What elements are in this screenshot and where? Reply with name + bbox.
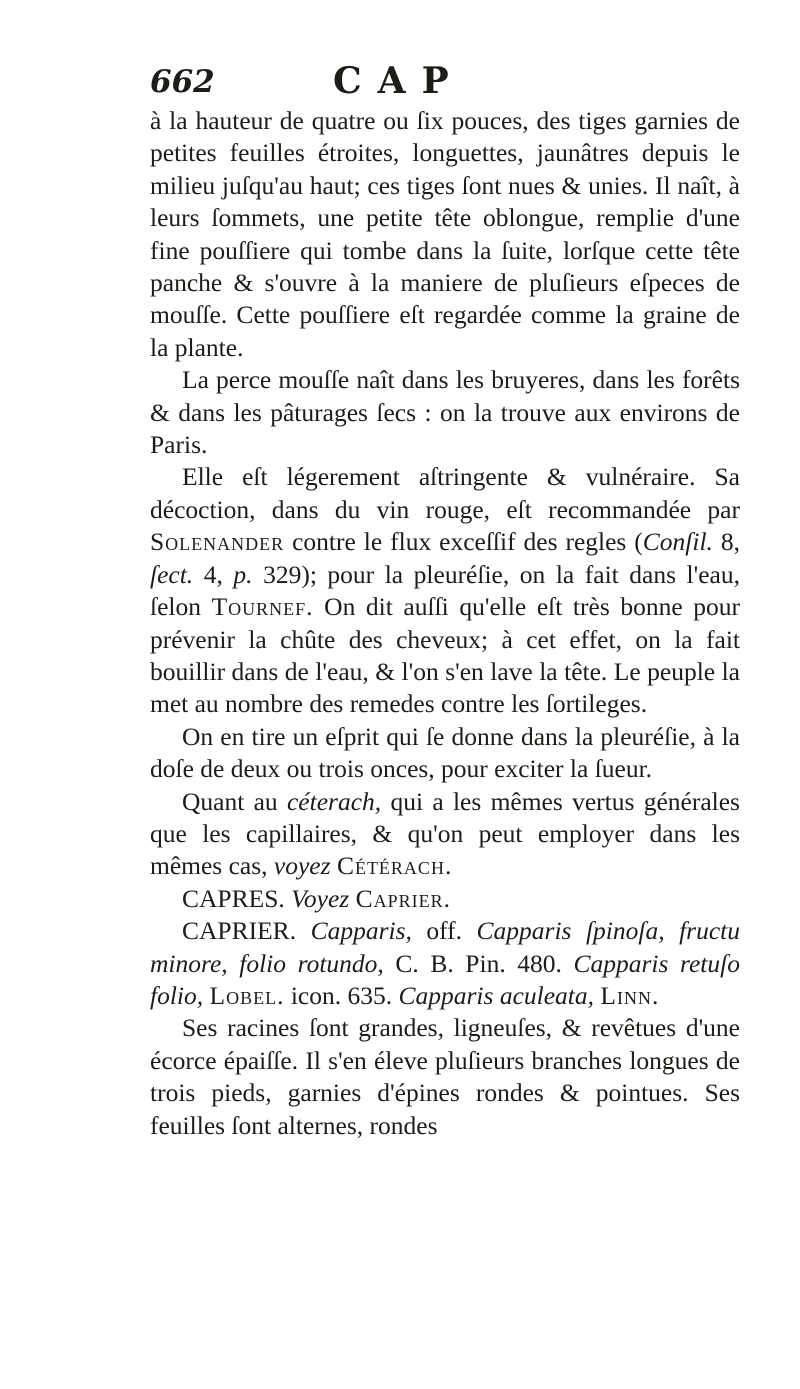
text-run: 8, (712, 527, 741, 557)
text-run: off. (411, 916, 477, 946)
text-run: Lobel. (209, 980, 285, 1010)
text-run: CAPRIER. (182, 916, 311, 946)
text-run: icon. 635. (284, 980, 399, 1010)
text-run: Solenander (150, 527, 285, 557)
paragraph-p6 (150, 883, 740, 915)
text-run: Capparis, (310, 916, 412, 946)
text-run: Capparis aculeata, (398, 980, 594, 1010)
paragraph-p5 (150, 786, 740, 883)
page-header (150, 0, 740, 105)
text-run: à la hauteur de quatre ou ſix pouces, des tiges garnies de petites feuilles étroites, longuettes, jaunâtres depuis le milieu juſqu'au haut; ces tiges ſont nues & unies. Il naît, à leurs ſommets, une petite tête oblongue, remplie d'une fine pouſſiere qui tombe dans la ſuite, lorſque cette tête panche & s'ouvre à la maniere de pluſieurs eſpeces de mouſſe. Cette pouſſiere eſt regardée comme la graine de la plante. (150, 106, 740, 362)
text-run: 4, (193, 559, 234, 589)
running-head: CAP (333, 60, 465, 102)
paragraph-p4 (150, 721, 740, 786)
text-run: p. (233, 559, 253, 589)
text-run: ſect. (150, 559, 194, 589)
text-run: On en tire un eſprit qui ſe donne dans la pleuréſie, à la doſe de deux ou trois onces, pour exciter la ſueur. (150, 721, 740, 784)
text-run: Caprier. (355, 883, 451, 913)
text-run: Elle eſt légerement aſtringente & vulnéraire. Sa décoction, dans du vin rouge, eſt recommandée par (150, 462, 740, 524)
body-text (150, 105, 740, 1142)
text-run: CAPRES. (182, 883, 292, 913)
paragraph-p7 (150, 915, 740, 1012)
paragraph-p1 (150, 105, 740, 364)
text-run: Capparis retuſo folio, (150, 948, 740, 1010)
paragraph-p2 (150, 364, 740, 461)
text-run: Ses racines ſont grandes, ligneuſes, & revêtues d'une écorce épaiſſe. Il s'en éleve pluſieurs branches longues de trois pieds, garnies d'épines rondes & pointues. Ses feuilles ſont alternes, rondes (150, 1013, 740, 1140)
text-run: qui a les mêmes vertus générales que les capillaires, & qu'on peut employer dans les mêmes cas, (150, 786, 740, 881)
text-run: La perce mouſſe naît dans les bruyeres, dans les forêts & dans les pâturages ſecs : on la trouve aux environs de Paris. (150, 365, 740, 460)
text-run: Linn. (600, 980, 660, 1010)
text-run: voyez (273, 851, 331, 881)
text-run: C. B. Pin. 480. (383, 948, 574, 978)
text-run: Capparis ſpinoſa, fructu minore, folio rotundo, (150, 916, 740, 978)
text-run: contre le flux exceſſif des regles ( (284, 527, 643, 557)
paragraph-p8 (150, 1012, 740, 1142)
paragraph-p3 (150, 461, 740, 720)
text-run: 329); pour la pleuréſie, on la fait dans l'eau, ſelon (150, 559, 740, 622)
text-run: On dit auſſi qu'elle eſt très bonne pour prévenir la chûte des cheveux; à cet effet, on la fait bouillir dans de l'eau, & l'on s'en lave la tête. Le peuple la met au nombre des remedes contre les ſortileges. (150, 592, 740, 719)
text-run: Voyez (291, 883, 350, 913)
text-run: Tournef. (211, 592, 314, 622)
text-run: Quant au (182, 786, 287, 816)
page-number: 662 (150, 64, 215, 100)
text-run: Conſil. (642, 527, 713, 557)
text-run: Cétérach. (336, 851, 453, 881)
text-run: céterach, (286, 786, 382, 816)
